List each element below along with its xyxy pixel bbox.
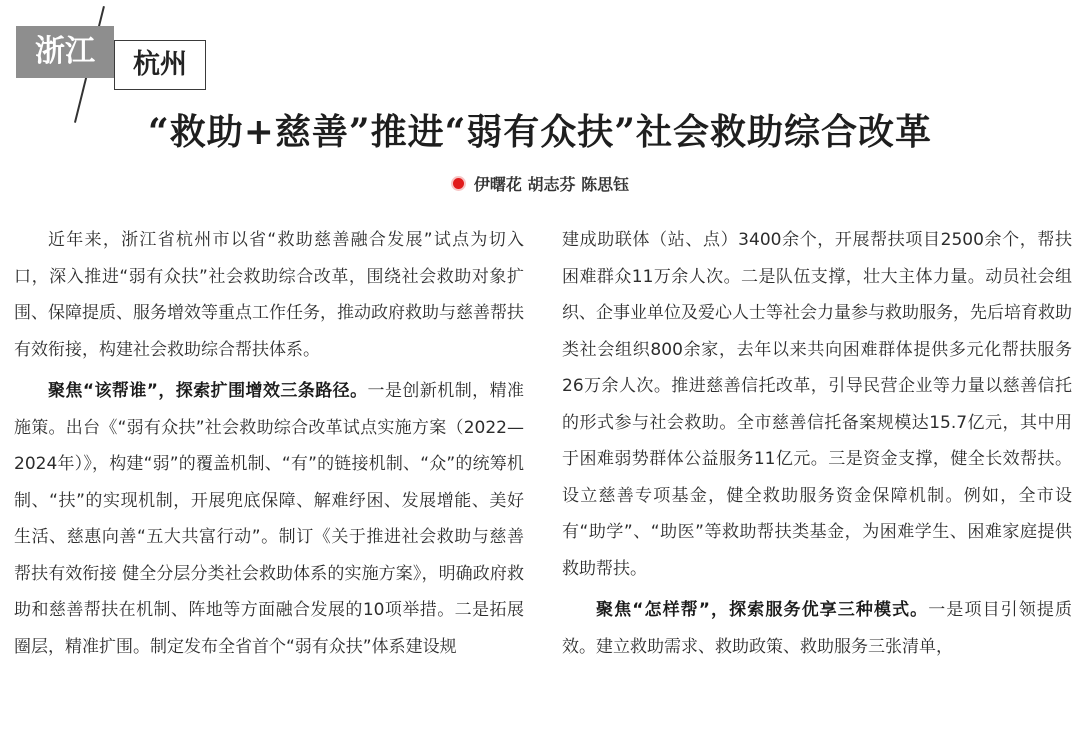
paragraph-section-2 bbox=[562, 592, 1072, 665]
paragraph-intro: 近年来，浙江省杭州市以省“救助慈善融合发展”试点为切入口，深入推进“弱有众扶”社会救助综合改革，围绕社会救助对象扩围、保障提质、服务增效等重点工作任务，推动政府救助与慈善帮扶有效衔接，构建社会救助综合帮扶体系。 bbox=[14, 230, 524, 360]
red-dot-icon bbox=[451, 176, 466, 191]
section-lead-heading: 聚焦“怎样帮”，探索服务优享三种模式。 bbox=[596, 600, 929, 620]
left-column bbox=[14, 222, 524, 670]
section-body: 一是项目引领提质效。建立救助需求、救助政策、救助服务三张清单， bbox=[562, 600, 1072, 657]
byline bbox=[0, 172, 1080, 195]
paragraph-continued: 建成助联体（站、点）3400余个，开展帮扶项目2500余个，帮扶困难群众11万余人次。二是队伍支撑，壮大主体力量。动员社会组织、企事业单位及爱心人士等社会力量参与救助服务，先后培育救助类社会组织800余家，去年以来共向困难群体提供多元化帮扶服务26万余人次。推进慈善信托改革，引导民营企业等力量以慈善信托的形式参与社会救助。全市慈善信托备案规模达15.7亿元，其中用于困难弱势群体公益服务11亿元。三是资金支撑，健全长效帮扶。设立慈善专项基金，健全救助服务资金保障机制。例如，全市设有“助学”、“助医”等救助帮扶类基金，为困难学生、困难家庭提供救助帮扶。 bbox=[562, 230, 1072, 579]
right-column bbox=[562, 222, 1072, 670]
city-tag: 杭州 bbox=[114, 40, 206, 90]
paragraph-section-1 bbox=[14, 373, 524, 665]
section-lead-heading: 聚焦“该帮谁”，探索扩围增效三条路径。 bbox=[48, 381, 368, 401]
section-body: 一是创新机制，精准施策。出台《“弱有众扶”社会救助综合改革试点实施方案（2022—2024年）》，构建“弱”的覆盖机制、“有”的链接机制、“众”的统筹机制、“扶”的实现机制，开展兜底保障、解难纾困、发展增能、美好生活、慈惠向善“五大共富行动”。制订《关于推进社会救助与慈善帮扶有效衔接 健全分层分类社会救助体系的实施方案》，明确政府救助和慈善帮扶在机制、阵地等方面融合发展的10项举措。二是拓展圈层，精准扩围。制定发布全省首个“弱有众扶”体系建设规 bbox=[14, 381, 524, 657]
article-title: “救助+慈善”推进“弱有众扶”社会救助综合改革 bbox=[148, 111, 932, 153]
author-names: 伊曙花 胡志芬 陈思钰 bbox=[473, 175, 630, 194]
province-tag: 浙江 bbox=[16, 26, 114, 78]
